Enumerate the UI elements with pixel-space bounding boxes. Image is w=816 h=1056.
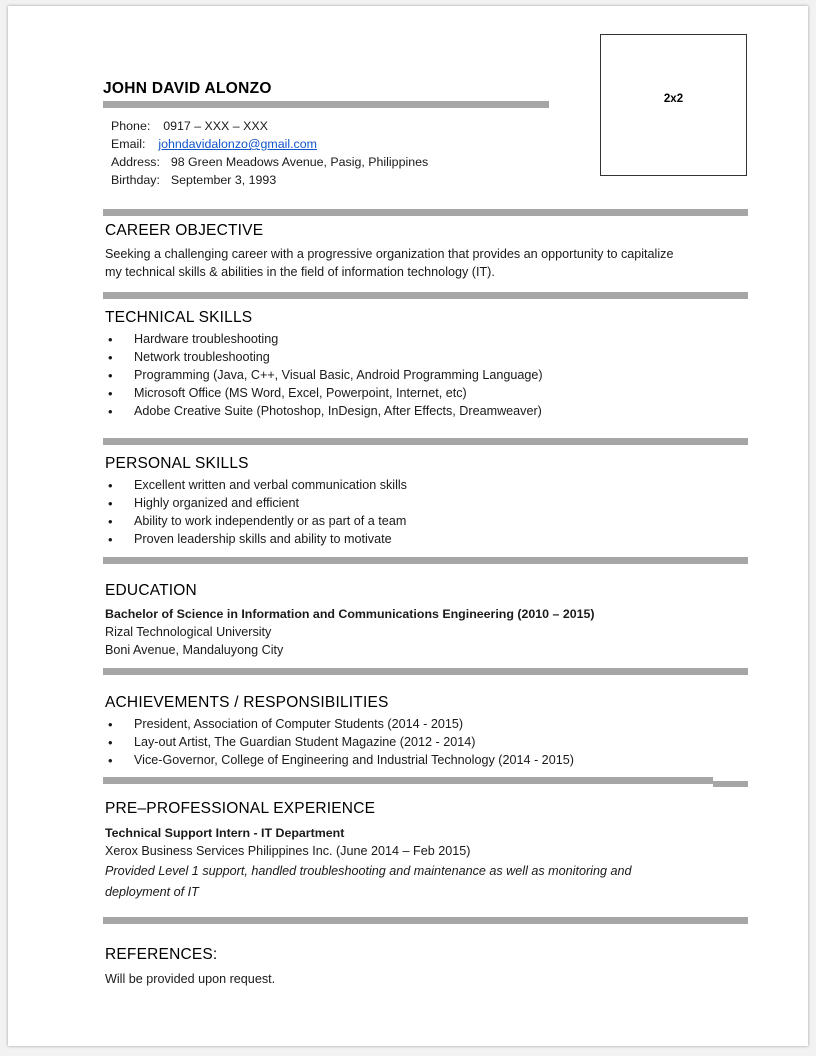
bullet-icon: • xyxy=(108,350,113,365)
list-item-label: Adobe Creative Suite (Photoshop, InDesign, After Effects, Dreamweaver) xyxy=(134,404,542,418)
education-location: Boni Avenue, Mandaluyong City xyxy=(105,643,284,657)
bullet-icon: • xyxy=(108,532,113,547)
divider-achievements xyxy=(103,668,748,675)
contact-phone-label: Phone: xyxy=(111,119,151,133)
section-title-experience: PRE–PROFESSIONAL EXPERIENCE xyxy=(105,800,376,817)
list-item-label: Microsoft Office (MS Word, Excel, Powerpoint, Internet, etc) xyxy=(134,386,467,400)
contact-email-label: Email: xyxy=(111,137,146,151)
contact-phone xyxy=(111,117,268,135)
divider-career-objective xyxy=(103,209,748,216)
section-title-technical-skills: TECHNICAL SKILLS xyxy=(105,309,253,326)
contact-birthday-label: Birthday: xyxy=(111,173,160,187)
resume-page xyxy=(8,6,808,1046)
experience-description-line-2: deployment of IT xyxy=(105,885,199,899)
divider-header xyxy=(103,101,549,108)
bullet-icon: • xyxy=(108,386,113,401)
list-item-label: Lay-out Artist, The Guardian Student Magazine (2012 - 2014) xyxy=(134,735,476,749)
career-objective-line-2: my technical skills & abilities in the field of information technology (IT). xyxy=(105,265,495,279)
bullet-icon: • xyxy=(108,735,113,750)
career-objective-line-1: Seeking a challenging career with a progressive organization that provides an opportunity to capitalize xyxy=(105,247,674,261)
section-title-achievements: ACHIEVEMENTS / RESPONSIBILITIES xyxy=(105,694,389,711)
list-item-label: Network troubleshooting xyxy=(134,350,270,364)
list-item-label: Highly organized and efficient xyxy=(134,496,299,510)
contact-email xyxy=(111,135,317,153)
divider-technical-skills xyxy=(103,292,748,299)
contact-address-value: 98 Green Meadows Avenue, Pasig, Philippines xyxy=(170,155,429,169)
page-title: JOHN DAVID ALONZO xyxy=(103,80,272,97)
contact-address xyxy=(111,153,428,171)
education-degree: Bachelor of Science in Information and Communications Engineering (2010 – 2015) xyxy=(105,607,595,621)
education-school: Rizal Technological University xyxy=(105,625,272,639)
divider-experience-right xyxy=(713,781,748,787)
experience-company: Xerox Business Services Philippines Inc. (June 2014 – Feb 2015) xyxy=(105,844,471,858)
list-item-label: Vice-Governor, College of Engineering and Industrial Technology (2014 - 2015) xyxy=(134,753,574,767)
experience-role: Technical Support Intern - IT Department xyxy=(105,826,345,840)
bullet-icon: • xyxy=(108,496,113,511)
section-title-education: EDUCATION xyxy=(105,582,197,599)
contact-phone-value: 0917 – XXX – XXX xyxy=(163,119,268,133)
section-title-references: REFERENCES: xyxy=(105,946,218,963)
list-item-label: Proven leadership skills and ability to motivate xyxy=(134,532,392,546)
bullet-icon: • xyxy=(108,514,113,529)
list-item-label: President, Association of Computer Students (2014 - 2015) xyxy=(134,717,464,731)
contact-email-link[interactable]: johndavidalonzo@gmail.com xyxy=(158,137,317,151)
bullet-icon: • xyxy=(108,478,113,493)
photo-placeholder-box xyxy=(600,34,747,176)
contact-birthday xyxy=(111,171,276,189)
list-item-label: Excellent written and verbal communication skills xyxy=(134,478,407,492)
list-item-label: Programming (Java, C++, Visual Basic, Android Programming Language) xyxy=(134,368,543,382)
bullet-icon: • xyxy=(108,332,113,347)
photo-placeholder-label: 2x2 xyxy=(663,93,684,105)
divider-experience-left xyxy=(103,777,713,784)
divider-references xyxy=(103,917,748,924)
references-text: Will be provided upon request. xyxy=(105,972,276,986)
bullet-icon: • xyxy=(108,753,113,768)
section-title-personal-skills: PERSONAL SKILLS xyxy=(105,455,249,472)
bullet-icon: • xyxy=(108,368,113,383)
divider-personal-skills xyxy=(103,438,748,445)
bullet-icon: • xyxy=(108,717,113,732)
contact-address-label: Address: xyxy=(111,155,160,169)
section-title-career-objective: CAREER OBJECTIVE xyxy=(105,222,264,239)
divider-education xyxy=(103,557,748,564)
contact-birthday-value: September 3, 1993 xyxy=(170,173,277,187)
list-item-label: Ability to work independently or as part of a team xyxy=(134,514,407,528)
experience-description-line-1: Provided Level 1 support, handled troubleshooting and maintenance as well as monitoring and xyxy=(105,864,632,878)
bullet-icon: • xyxy=(108,404,113,419)
list-item-label: Hardware troubleshooting xyxy=(134,332,279,346)
